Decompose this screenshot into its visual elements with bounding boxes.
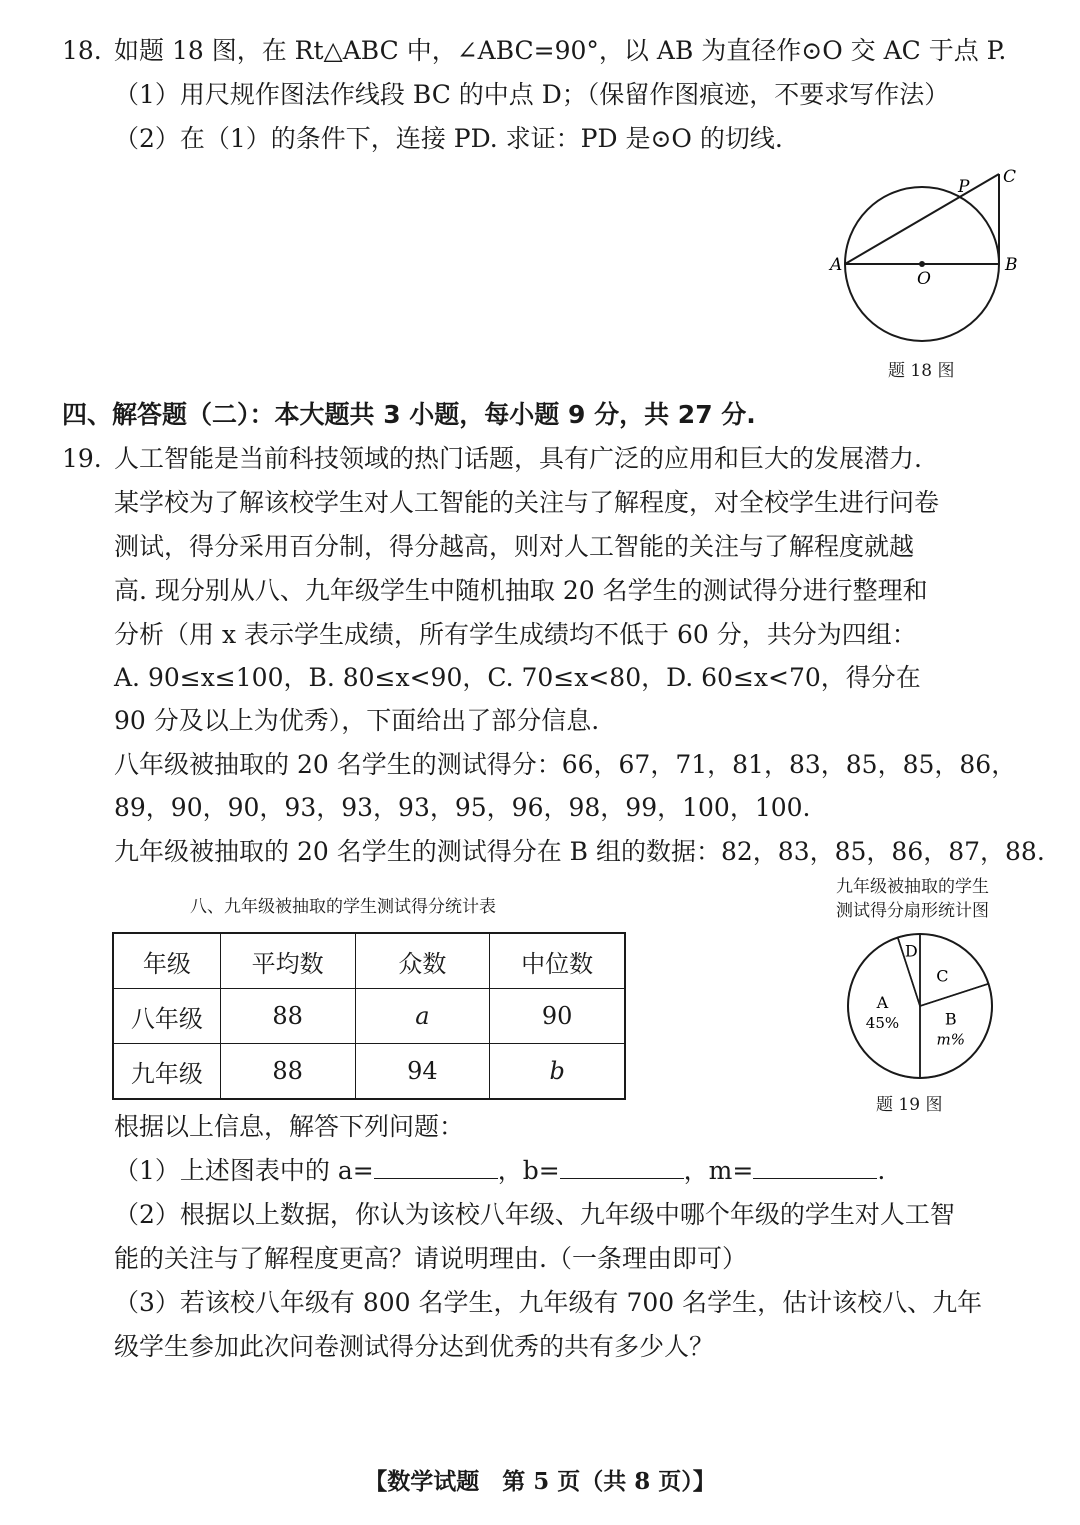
- q18-figure: [820, 160, 1030, 360]
- q19-number: 19.: [62, 444, 102, 473]
- q19-stats-table: [112, 932, 626, 1100]
- table-row: [113, 989, 625, 1044]
- table-header-cell: 平均数: [220, 933, 355, 989]
- answer-blank-b[interactable]: [560, 1154, 684, 1179]
- q18-stem: 如题 18 图，在 Rt△ABC 中，∠ABC=90°，以 AB 为直径作⊙O 交 AC 于点 P.: [114, 36, 1007, 65]
- q18-label-o: O: [917, 269, 931, 289]
- table-row: [113, 1044, 625, 1100]
- table-cell: 88: [220, 989, 355, 1044]
- pie-title-line-1: 九年级被抽取的学生: [836, 877, 989, 897]
- q19-subquestion-2-line-2: 能的关注与了解程度更高？请说明理由.（一条理由即可）: [114, 1244, 747, 1273]
- q19-line-1: 人工智能是当前科技领域的热门话题，具有广泛的应用和巨大的发展潜力.: [114, 444, 922, 473]
- answer-blank-m[interactable]: [753, 1154, 877, 1179]
- q19-questions-intro: 根据以上信息，解答下列问题：: [114, 1112, 465, 1141]
- q19-line-2: 某学校为了解该校学生对人工智能的关注与了解程度，对全校学生进行问卷: [114, 488, 940, 517]
- q18-figure-caption: 题 18 图: [888, 361, 955, 381]
- q18-label-c: C: [1003, 167, 1017, 187]
- q19-grade9-line: 九年级被抽取的 20 名学生的测试得分在 B 组的数据：82，83，85，86，87，88.: [114, 837, 1045, 866]
- q18-number: 18.: [62, 36, 102, 65]
- q19-grade8-line-2: 89，90，90，93，93，93，95，96，98，99，100，100.: [114, 793, 811, 822]
- table-cell: 九年级: [113, 1044, 220, 1100]
- q19-table-title: 八、九年级被抽取的学生测试得分统计表: [190, 897, 496, 917]
- q19-line-5: 分析（用 x 表示学生成绩，所有学生成绩均不低于 60 分，共分为四组：: [114, 620, 917, 649]
- q18-label-p: P: [958, 177, 970, 197]
- table-header-cell: 中位数: [490, 933, 625, 989]
- q1-prefix: （1）上述图表中的 a=: [114, 1156, 374, 1185]
- pie-label-d: D: [904, 941, 918, 961]
- q18-label-a: A: [830, 255, 843, 275]
- q1-end: .: [877, 1156, 886, 1185]
- table-header-row: [113, 933, 625, 989]
- table-header-cell: 众数: [355, 933, 490, 989]
- pie-label-b: B: [944, 1009, 957, 1029]
- q18-part1: （1）用尺规作图法作线段 BC 的中点 D；（保留作图痕迹，不要求写作法）: [114, 80, 950, 109]
- table-cell: b: [490, 1044, 625, 1100]
- q19-line-6: A. 90≤x≤100，B. 80≤x<90，C. 70≤x<80，D. 60≤x<70，得分在: [114, 663, 921, 692]
- pie-label-a: A: [876, 992, 889, 1012]
- q19-pie-chart: [840, 922, 1010, 1092]
- q1-m-label: ，m=: [683, 1156, 754, 1185]
- q19-subquestion-2-line-1: （2）根据以上数据，你认为该校八年级、九年级中哪个年级的学生对人工智: [114, 1200, 955, 1229]
- pie-label-c: C: [936, 966, 949, 986]
- q19-subquestion-1: [114, 1154, 885, 1188]
- table-cell: 八年级: [113, 989, 220, 1044]
- q19-subquestion-3-line-1: （3）若该校八年级有 800 名学生，九年级有 700 名学生，估计该校八、九年: [114, 1288, 983, 1317]
- q18-label-b: B: [1005, 255, 1018, 275]
- pie-value-b: m%: [936, 1030, 965, 1049]
- q19-subquestion-3-line-2: 级学生参加此次问卷测试得分达到优秀的共有多少人？: [114, 1332, 715, 1361]
- table-cell: 94: [355, 1044, 490, 1100]
- q18-center-dot: [919, 261, 925, 267]
- section4-heading: 四、解答题（二）：本大题共 3 小题，每小题 9 分，共 27 分.: [62, 400, 756, 429]
- answer-blank-a[interactable]: [374, 1154, 498, 1179]
- table-cell: 90: [490, 989, 625, 1044]
- table-header-cell: 年级: [113, 933, 220, 989]
- q19-line-3: 测试，得分采用百分制，得分越高，则对人工智能的关注与了解程度就越: [114, 532, 915, 561]
- q18-part2: （2）在（1）的条件下，连接 PD. 求证：PD 是⊙O 的切线.: [114, 124, 783, 153]
- q19-line-4: 高. 现分别从八、九年级学生中随机抽取 20 名学生的测试得分进行整理和: [114, 576, 928, 605]
- q1-b-label: ，b=: [497, 1156, 560, 1185]
- page-footer: 【数学试题 第 5 页（共 8 页）】: [364, 1468, 716, 1495]
- q19-line-7: 90 分及以上为优秀），下面给出了部分信息.: [114, 706, 600, 735]
- q19-figure-caption: 题 19 图: [876, 1095, 943, 1115]
- table-cell: 88: [220, 1044, 355, 1100]
- table-cell: a: [355, 989, 490, 1044]
- pie-value-a: 45%: [865, 1013, 900, 1032]
- q19-grade8-line-1: 八年级被抽取的 20 名学生的测试得分：66，67，71，81，83，85，85，86，: [114, 750, 1017, 779]
- pie-title-line-2: 测试得分扇形统计图: [836, 901, 989, 921]
